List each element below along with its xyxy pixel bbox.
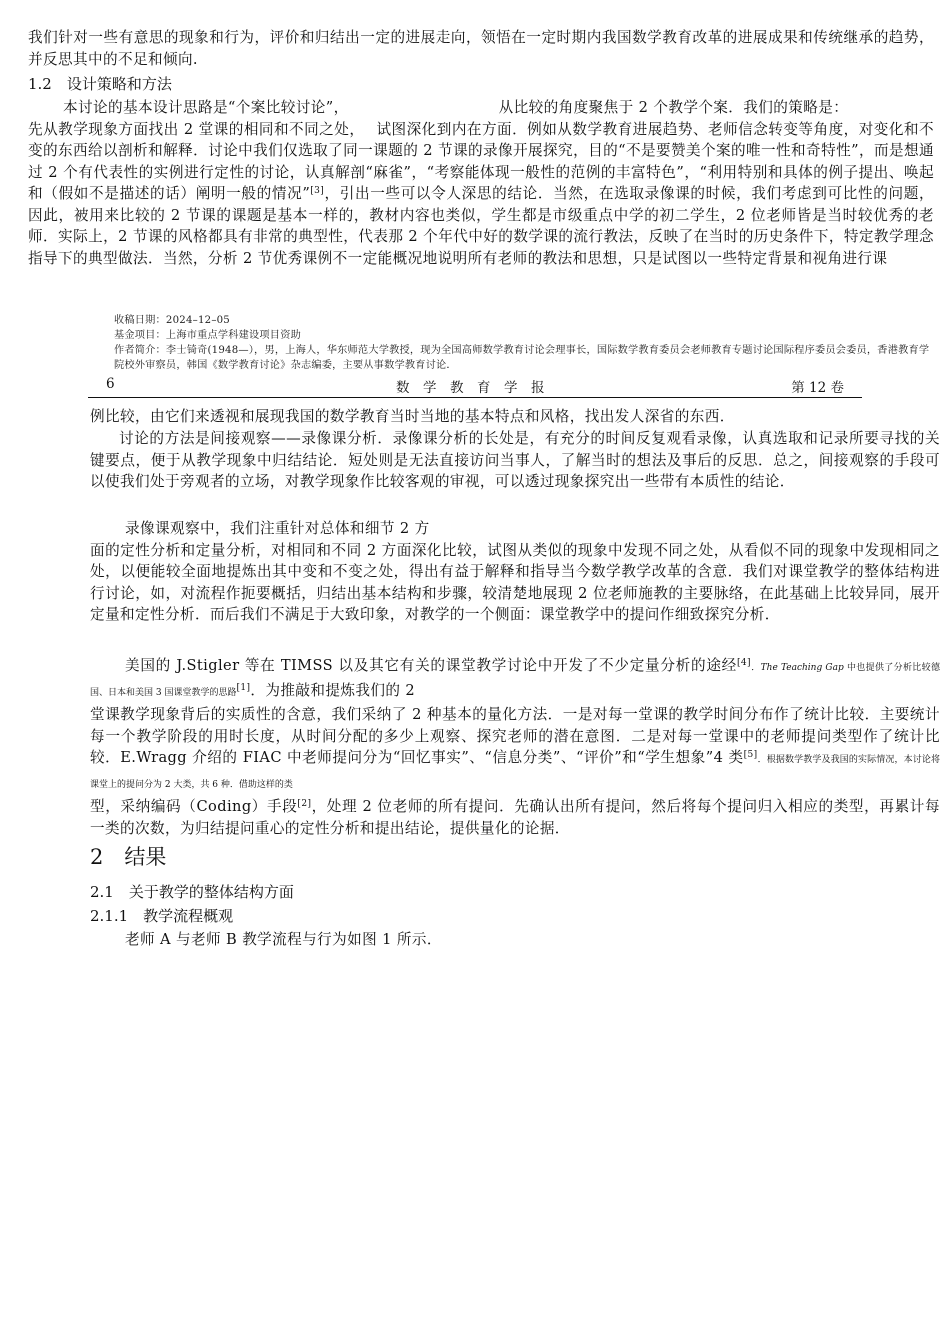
- footnote-received: 收稿日期：2024–12–05: [114, 315, 230, 326]
- us-small-c: ．根据数学教学及我国的实际情况，本讨论将课堂上的提问分为 2 大类，共 6 种．借助这样的类: [90, 755, 940, 790]
- us-text-d: 型，采纳编码（Coding）手段: [90, 798, 298, 815]
- design-text-e: ，引出一些可以令人深思的结论．当然，在选取录像课的时候，我们考虑到可比性的问题，因此，被用来比较的 2 节课的课题是基本一样的，教材内容也类似，学生都是市级重点中学的初二学生，2 位老师皆是当时较优秀的老师．实际上，2 节课的风格都具有非常的典型性，代表那 2 个年代中好的数学课的流行教法，反映了在当时的历史条件下，特定教学理念指导下的典型做法．当然，分析 2 节优秀课例不一定能概况地说明所有老师的教法和思想，只是试图以一些特定背景和视角进行课: [28, 185, 934, 267]
- paragraph-observation: [90, 518, 940, 626]
- observation-line-a: 录像课观察中，我们注重针对总体和细节 2 方: [125, 520, 430, 537]
- us-text-c: 堂课教学现象背后的实质性的含意，我们采纳了 2 种基本的量化方法．一是对每一堂课的教学时间分布作了统计比较．主要统计每一个教学阶段的用时长度，从时间分配的多少上观察、探究老师的潜在意图．二是对每一堂课中的老师提问类型作了统计比较．E.Wragg 介绍的 FIAC 中老师提问分为“回忆事实”、“信息分类”、“评价”和“学生想象”4 类: [90, 706, 940, 766]
- observation-text-b: 面的定性分析和定量分析，对相同和不同 2 方面深化比较，试图从类似的现象中发现不同之处，从看似不同的现象中发现相同之处，以便能较全面地提炼出其中变和不变之处，得出有益于解释和指导当今数学教学改革的含意．我们对课堂教学的整体结构进行讨论，如，对流程作扼要概括，归结出基本结构和步骤，较清楚地展现 2 位老师施教的主要脉络，在此基础上比较异同，展开定量和定性分析．而后我们不满足于大致印象，对教学的一个侧面：课堂教学中的提问作细致探究分析．: [90, 541, 940, 623]
- us-small-a: ．: [750, 663, 761, 673]
- volume-number: 第 12 卷: [791, 380, 844, 396]
- footnote-author: 作者简介：李士锜奇(1948—），男，上海人，华东师范大学教授，现为全国高师数学教育讨论会理事长，国际数学教育委员会老师教育专题讨论国际程序委员会委员，香港教育学院校外审察员，韩国《数学教育讨论》杂志编委，主要从事数学教育讨论．: [114, 345, 930, 371]
- us-text-b: ．为推敲和提炼我们的 2: [250, 681, 416, 699]
- book-title-teaching-gap: The Teaching Gap: [760, 663, 844, 673]
- footnote-fund: 基金项目：上海市重点学科建设项目资助: [114, 330, 301, 341]
- section-heading-1-2: 1.2 设计策略和方法: [28, 75, 172, 93]
- us-small-b: 中也提供了分析比较德国、日本和美国 3 国课堂教学的思路: [90, 663, 940, 698]
- running-header: [96, 376, 862, 396]
- citation-5[interactable]: [5]: [743, 750, 758, 760]
- citation-1[interactable]: [1]: [236, 682, 251, 693]
- paragraph-intro-continued: 我们针对一些有意思的现象和行为，评价和归结出一定的进展走向，领悟在一定时期内我国数学教育改革的进展成果和传统继承的趋势，并反思其中的不足和倾向.: [28, 29, 934, 68]
- design-text-a: 本讨论的基本设计思路是“个案比较讨论”，: [63, 99, 349, 116]
- section-heading-2-1: 2.1 关于教学的整体结构方面: [90, 883, 294, 901]
- page-number: 6: [106, 376, 115, 392]
- paragraph-method: 讨论的方法是间接观察——录像课分析．录像课分析的长处是，有充分的时间反复观看录像，认真选取和记录所要寻找的关键要点，便于从教学现象中归结结论．短处则是无法直接访问当事人，了解当时的想法及事后的反思．总之，间接观察的手段可以使我们处于旁观者的立场，对教学现象作比较客观的审视，可以透过现象探究出一些带有本质性的结论．: [90, 430, 940, 490]
- citation-3[interactable]: [3]: [310, 186, 325, 196]
- citation-4[interactable]: [4]: [737, 658, 751, 668]
- paragraph-figure-ref: 老师 A 与老师 B 教学流程与行为如图 1 所示．: [125, 931, 442, 948]
- paragraph-us-studies: [90, 655, 940, 839]
- paragraph-design-strategy: [28, 97, 934, 269]
- design-text-c: 先从教学现象方面找出 2 堂课的相同和不同之处，: [28, 120, 365, 138]
- design-text-b: 从比较的角度聚焦于 2 个教学个案．我们的策略是：: [498, 99, 849, 116]
- us-text-e: ，处理 2 位老师的所有提问．先确认出所有提问，然后将每个提问归入相应的类型，再累计每一类的次数，为归结提问重心的定性分析和提出结论，提供量化的论据．: [90, 798, 940, 837]
- design-text-d: 试图深化到内在方面．例如从数学教育进展趋势、老师信念转变等角度，对变化和不变的东西给以剖析和解释．讨论中我们仅选取了同一课题的 2 节课的录像开展探究，目的“不是要赞美个案的唯一性和奇特性”，而是想通过 2 个有代表性的实例进行定性的讨论，认真解剖“麻雀”，“考察能体现一般性的范例的丰富特色”，“利用特别和具体的例子提出、唤起和（假如不是描述的话）阐明一般的情况”: [28, 120, 934, 202]
- us-text-a: 美国的 J.Stigler 等在 TIMSS 以及其它有关的课堂教学讨论中开发了不少定量分析的途经: [125, 657, 738, 674]
- section-heading-2-1-1: 2.1.1 教学流程概观: [90, 907, 234, 925]
- footnotes: [114, 313, 930, 373]
- header-rule: [88, 397, 862, 398]
- journal-title: 数 学 教 育 学 报: [396, 380, 545, 396]
- paragraph-case-continued: 例比较，由它们来透视和展现我国的数学教育当时当地的基本特点和风格，找出发人深省的东西．: [90, 408, 735, 425]
- section-heading-2: 2 结果: [90, 845, 167, 869]
- citation-2[interactable]: [2]: [297, 799, 312, 809]
